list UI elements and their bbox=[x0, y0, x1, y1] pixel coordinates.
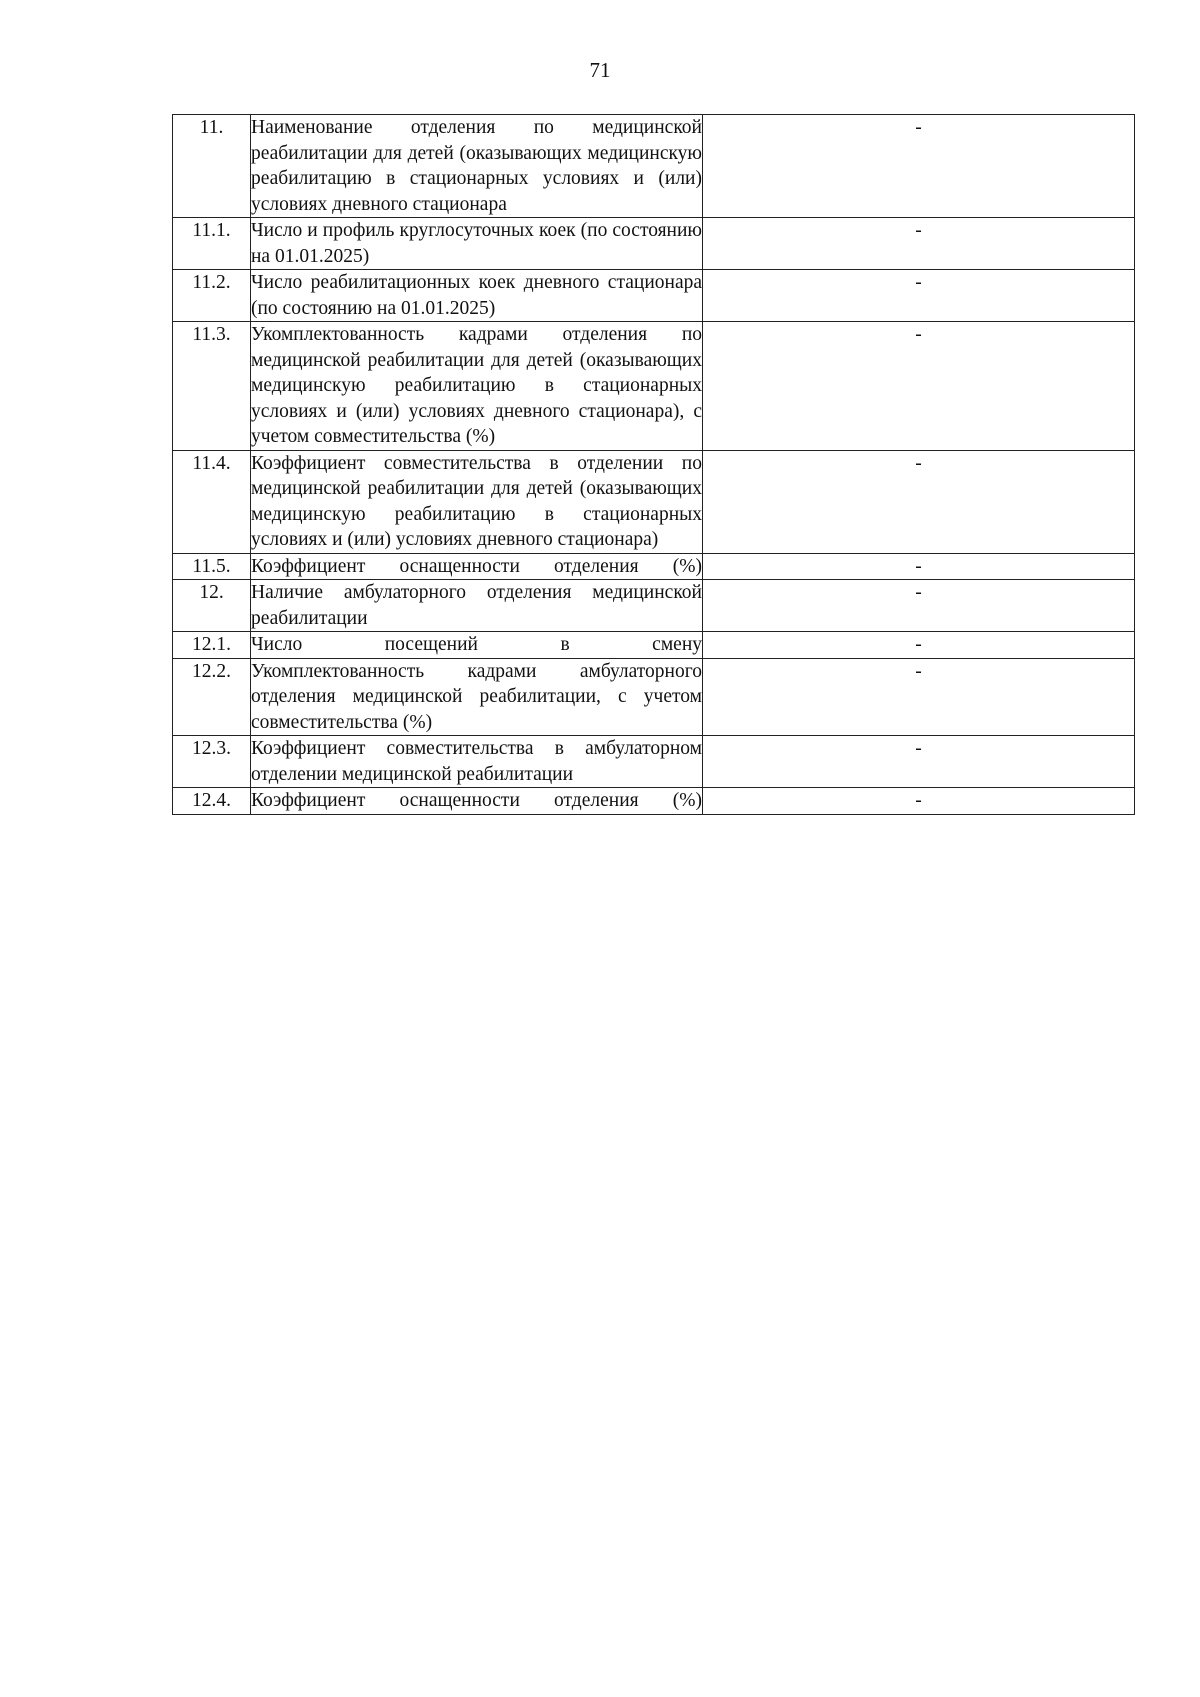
row-value: - bbox=[703, 736, 1135, 788]
table-row bbox=[173, 218, 1135, 270]
row-value: - bbox=[703, 450, 1135, 553]
row-description: Наличие амбулаторного отделения медицинской реабилитации bbox=[251, 580, 703, 632]
row-number: 11.2. bbox=[173, 270, 251, 322]
table-row bbox=[173, 788, 1135, 815]
row-value: - bbox=[703, 553, 1135, 580]
row-number: 12.2. bbox=[173, 658, 251, 736]
table-row bbox=[173, 553, 1135, 580]
row-value: - bbox=[703, 322, 1135, 451]
table-row bbox=[173, 115, 1135, 218]
row-value: - bbox=[703, 218, 1135, 270]
row-description: Коэффициент оснащенности отделения (%) bbox=[251, 553, 703, 580]
table-row bbox=[173, 322, 1135, 451]
row-number: 11.5. bbox=[173, 553, 251, 580]
row-description: Укомплектованность кадрами амбулаторного отделения медицинской реабилитации, с учетом совместительства (%) bbox=[251, 658, 703, 736]
row-number: 12.4. bbox=[173, 788, 251, 815]
row-description: Наименование отделения по медицинской реабилитации для детей (оказывающих медицинскую реабилитацию в стационарных условиях и (или) условиях дневного стационара bbox=[251, 115, 703, 218]
row-value: - bbox=[703, 115, 1135, 218]
row-number: 12.3. bbox=[173, 736, 251, 788]
row-number: 12.1. bbox=[173, 632, 251, 659]
page-number: 71 bbox=[589, 58, 611, 82]
table-row bbox=[173, 658, 1135, 736]
row-number: 11.4. bbox=[173, 450, 251, 553]
row-value: - bbox=[703, 270, 1135, 322]
table-row bbox=[173, 270, 1135, 322]
row-value: - bbox=[703, 580, 1135, 632]
row-number: 11. bbox=[173, 115, 251, 218]
row-description: Коэффициент совместительства в отделении по медицинской реабилитации для детей (оказывающих медицинскую реабилитацию в стационарных условиях и (или) условиях дневного стационара) bbox=[251, 450, 703, 553]
row-description: Число посещений в смену bbox=[251, 632, 703, 659]
row-description: Число реабилитационных коек дневного стационара (по состоянию на 01.01.2025) bbox=[251, 270, 703, 322]
row-description: Коэффициент совместительства в амбулаторном отделении медицинской реабилитации bbox=[251, 736, 703, 788]
row-value: - bbox=[703, 632, 1135, 659]
row-description: Коэффициент оснащенности отделения (%) bbox=[251, 788, 703, 815]
row-number: 12. bbox=[173, 580, 251, 632]
row-number: 11.3. bbox=[173, 322, 251, 451]
table-row bbox=[173, 580, 1135, 632]
row-description: Число и профиль круглосуточных коек (по состоянию на 01.01.2025) bbox=[251, 218, 703, 270]
row-number: 11.1. bbox=[173, 218, 251, 270]
table-row bbox=[173, 450, 1135, 553]
table-row bbox=[173, 632, 1135, 659]
row-value: - bbox=[703, 658, 1135, 736]
table-row bbox=[173, 736, 1135, 788]
row-value: - bbox=[703, 788, 1135, 815]
indicator-table bbox=[172, 114, 1135, 815]
row-description: Укомплектованность кадрами отделения по медицинской реабилитации для детей (оказывающих медицинскую реабилитацию в стационарных условиях и (или) условиях дневного стационара), с учетом совместительства (%) bbox=[251, 322, 703, 451]
